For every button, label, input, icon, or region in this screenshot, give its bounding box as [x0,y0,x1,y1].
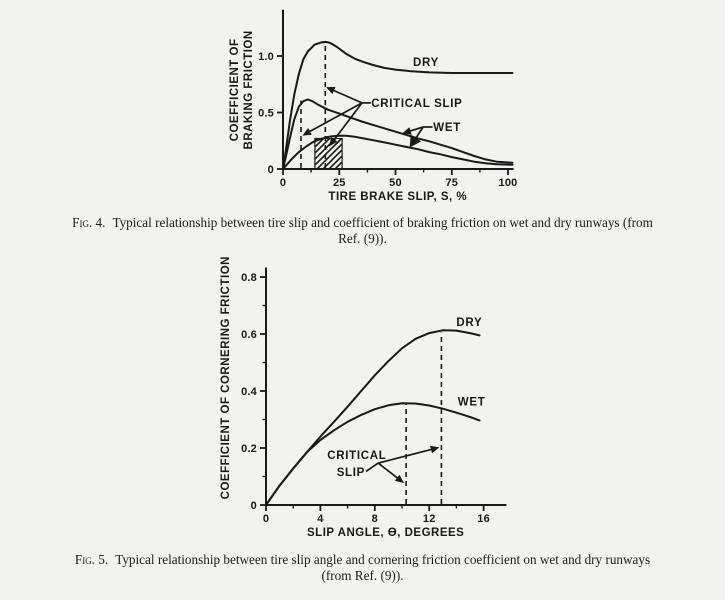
svg-text:8: 8 [371,513,378,525]
arrowhead [430,446,439,454]
chart-label-wet: WET [457,396,486,409]
figure-4-caption [0,215,725,246]
y-axis-title: COEFFICIENT OF [229,38,241,142]
svg-text:0: 0 [250,500,257,512]
figure-5-caption-line-1 [0,552,725,568]
arrowhead [410,135,421,148]
arrowhead [402,127,411,134]
chart-label-dry: DRY [413,57,439,70]
annotation-arrow [330,89,362,103]
svg-text:0.8: 0.8 [241,272,257,284]
svg-text:0.6: 0.6 [241,329,257,341]
curve-dry [266,330,480,505]
svg-text:12: 12 [422,513,436,525]
svg-text:0.4: 0.4 [241,386,257,398]
chart-label-wet: WET [433,122,461,134]
svg-text:0: 0 [262,513,270,525]
chart-label-critical-slip: CRITICAL SLIP [371,97,463,110]
svg-text:0.5: 0.5 [258,107,274,120]
figure-4-caption-line-2: Ref. (9)). [338,230,387,246]
svg-text:16: 16 [477,513,490,525]
cornering-friction-chart [0,258,725,550]
figure-5-caption-text: Typical relationship between tire slip angle and cornering friction coefficient on wet and dry runways [115,552,651,567]
svg-text:100: 100 [498,177,518,189]
x-axis-title: TIRE BRAKE SLIP, S, % [328,191,468,203]
chart-label-dry: DRY [456,317,483,329]
chart-label-critical: CRITICAL [327,450,387,463]
figure-4-caption-line-1 [0,215,725,231]
svg-text:0: 0 [279,177,287,189]
y-axis-title: BRAKING FRICTION [243,30,255,150]
hatched-critical-slip-band [315,139,342,170]
svg-text:0.2: 0.2 [241,443,257,455]
chart-label-slip: SLIP [336,466,366,479]
svg-text:25: 25 [332,177,346,189]
figure-5-caption-line-2: (from Ref. (9)). [321,567,404,583]
svg-text:1.0: 1.0 [258,51,274,63]
svg-text:50: 50 [389,177,402,189]
svg-text:0: 0 [267,164,274,176]
y-axis-title: COEFFICIENT OF CORNERING FRICTION [220,256,232,500]
annotation-arrow [378,449,435,464]
annotation-arrow [378,463,400,480]
braking-friction-chart [0,0,725,212]
x-axis-title: SLIP ANGLE, Ɵ, DEGREES [307,527,465,539]
annotation-leader [366,463,378,471]
figure-4-caption-text: Typical relationship between tire slip and coefficient of braking friction on wet and dry runways (from [112,215,653,230]
svg-text:75: 75 [445,177,459,189]
figure-4-number: Fig. 4. [72,215,106,230]
figure-5-number: Fig. 5. [74,552,109,567]
svg-text:4: 4 [317,513,324,525]
figure-5-caption [0,552,725,583]
